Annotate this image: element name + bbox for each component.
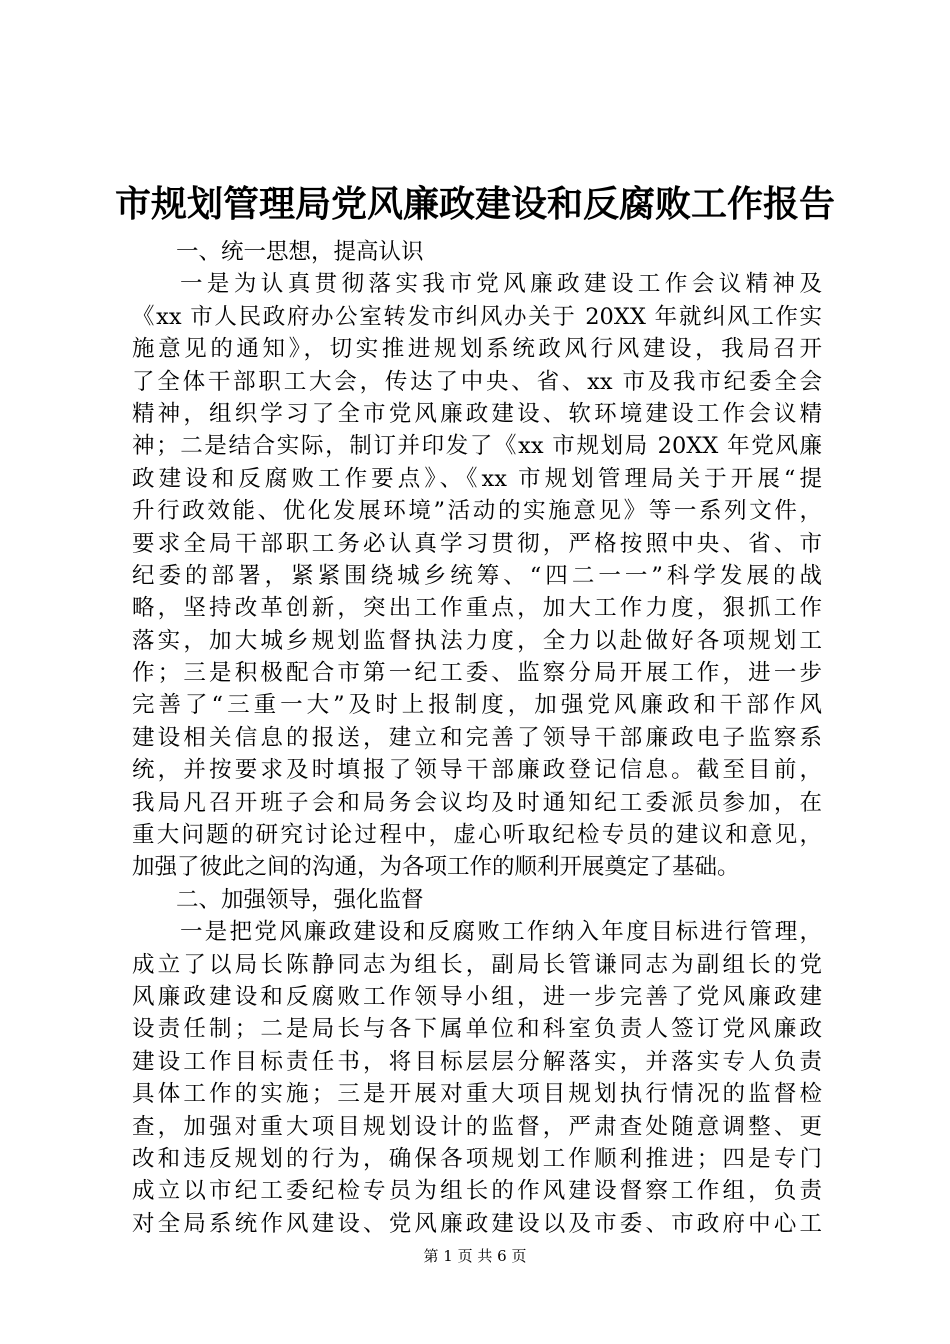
paragraph-line: 具体工作的实施；三是开展对重大项目规划执行情况的监督检 (132, 1081, 822, 1108)
paragraph-line: 政建设和反腐败工作要点》、《xx 市规划管理局关于开展“提 (132, 465, 822, 492)
section-heading-2: 二、加强领导，强化监督 (176, 886, 424, 913)
paragraph-line: 设责任制；二是局长与各下属单位和科室负责人签订党风廉政 (132, 1016, 822, 1043)
paragraph-line: 重大问题的研究讨论过程中，虚心听取纪检专员的建议和意见， (132, 822, 822, 849)
paragraph-line: 略，坚持改革创新，突出工作重点，加大工作力度，狠抓工作 (132, 595, 822, 622)
paragraph-line: 神；二是结合实际，制订并印发了《xx 市规划局 20XX 年党风廉 (132, 433, 822, 460)
paragraph-line: 建设相关信息的报送，建立和完善了领导干部廉政电子监察系 (132, 724, 822, 751)
paragraph-line: 加强了彼此之间的沟通，为各项工作的顺利开展奠定了基础。 (132, 854, 740, 881)
paragraph-line: 施意见的通知》，切实推进规划系统政风行风建设，我局召开 (132, 336, 822, 363)
paragraph-line: 落实，加大城乡规划监督执法力度，全力以赴做好各项规划工 (132, 627, 822, 654)
paragraph-line: 纪委的部署，紧紧围绕城乡统筹、“四二一一”科学发展的战 (132, 562, 822, 589)
paragraph-line: 成立以市纪工委纪检专员为组长的作风建设督察工作组，负责 (132, 1178, 822, 1205)
page-footer: 第 1 页 共 6 页 (423, 1247, 527, 1265)
document-title: 市规划管理局党风廉政建设和反腐败工作报告 (114, 184, 835, 225)
paragraph-line: 我局凡召开班子会和局务会议均及时通知纪工委派员参加，在 (132, 789, 822, 816)
paragraph-line: 作；三是积极配合市第一纪工委、监察分局开展工作，进一步 (132, 660, 822, 687)
paragraph-line: 了全体干部职工大会，传达了中央、省、xx 市及我市纪委全会 (132, 368, 822, 395)
paragraph-line: 统，并按要求及时填报了领导干部廉政登记信息。截至目前， (132, 757, 822, 784)
paragraph-line: 改和违反规划的行为，确保各项规划工作顺利推进；四是专门 (132, 1145, 822, 1172)
paragraph-line: 查，加强对重大项目规划设计的监督，严肃查处随意调整、更 (132, 1113, 822, 1140)
paragraph-line: 一是为认真贯彻落实我市党风廉政建设工作会议精神及 (180, 271, 822, 298)
paragraph-line: 对全局系统作风建设、党风廉政建设以及市委、市政府中心工 (132, 1210, 822, 1237)
paragraph-line: 《xx 市人民政府办公室转发市纠风办关于 20XX 年就纠风工作实 (132, 303, 822, 330)
paragraph-line: 一是把党风廉政建设和反腐败工作纳入年度目标进行管理， (180, 919, 822, 946)
paragraph-line: 精神，组织学习了全市党风廉政建设、软环境建设工作会议精 (132, 400, 822, 427)
paragraph-line: 风廉政建设和反腐败工作领导小组，进一步完善了党风廉政建 (132, 983, 822, 1010)
paragraph-line: 完善了“三重一大”及时上报制度，加强党风廉政和干部作风 (132, 692, 822, 719)
paragraph-line: 建设工作目标责任书，将目标层层分解落实，并落实专人负责 (132, 1048, 822, 1075)
section-heading-1: 一、统一思想，提高认识 (176, 239, 424, 265)
paragraph-line: 成立了以局长陈静同志为组长，副局长管谦同志为副组长的党 (132, 951, 822, 978)
paragraph-line: 升行政效能、优化发展环境”活动的实施意见》等一系列文件， (132, 498, 822, 525)
document-body (132, 236, 822, 1240)
paragraph-line: 要求全局干部职工务必认真学习贯彻，严格按照中央、省、市 (132, 530, 822, 557)
